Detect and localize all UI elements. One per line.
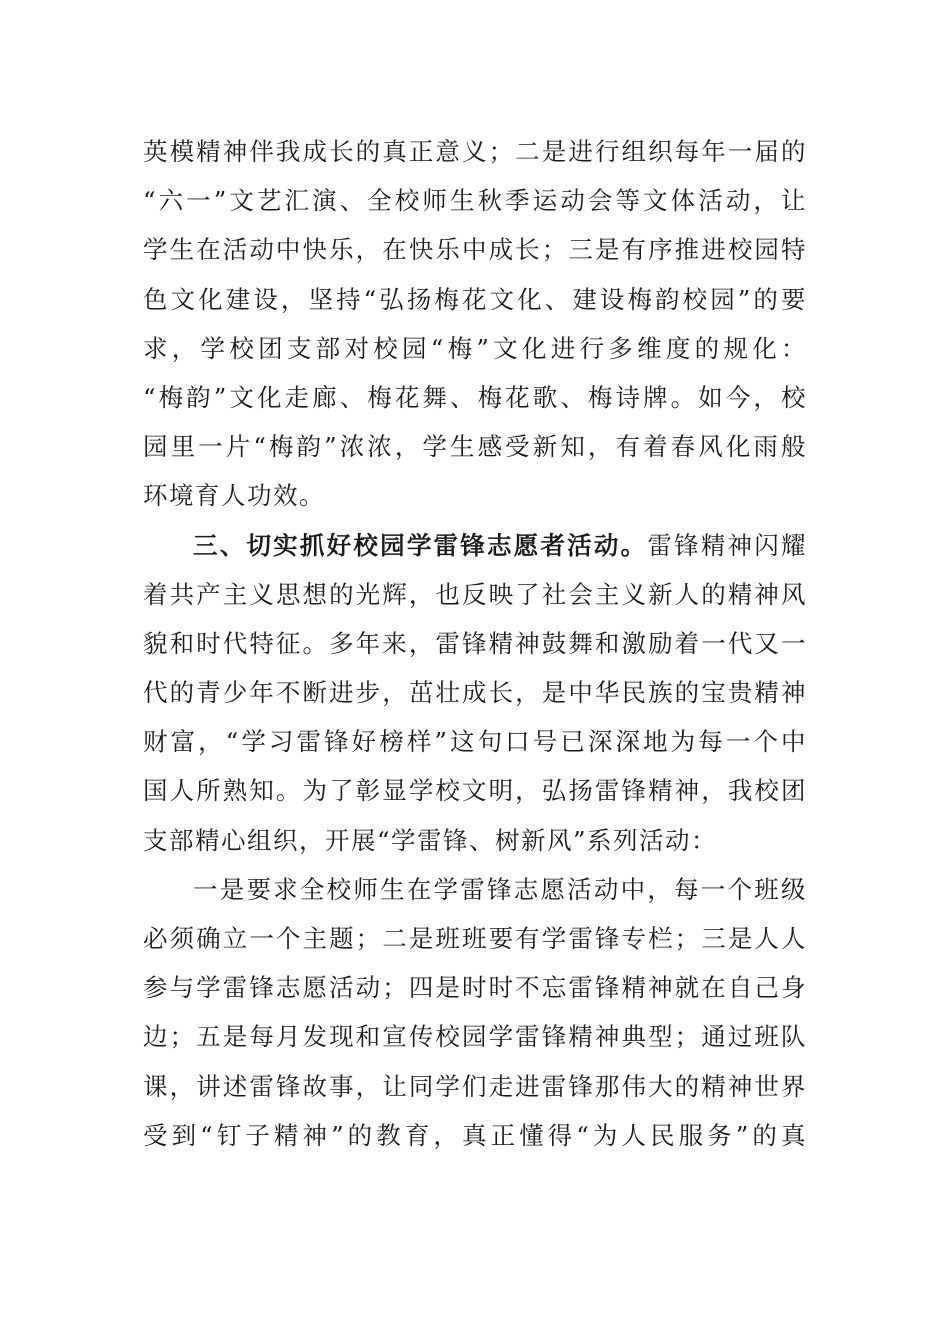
text-line: 着共产主义思想的光辉，也反映了社会主义新人的精神风 <box>143 579 807 609</box>
body-text <box>143 127 807 1160</box>
text-line: 边；五是每月发现和宣传校园学雷锋精神典型；通过班队 <box>143 1022 807 1052</box>
text-line: 园里一片“梅韵”浓浓，学生感受新知，有着春风化雨般 <box>143 432 807 462</box>
text-line: “六一”文艺汇演、全校师生秋季运动会等文体活动，让 <box>143 186 807 216</box>
text-line: 一是要求全校师生在学雷锋志愿活动中，每一个班级 <box>193 874 807 904</box>
text-line <box>143 521 807 570</box>
heading-continuation: 雷锋精神闪耀 <box>647 530 807 560</box>
paragraph-1 <box>143 127 807 521</box>
text-line: 财富，“学习雷锋好榜样”这句口号已深深地为每一个中 <box>143 727 807 757</box>
text-line: 国人所熟知。为了彰显学校文明，弘扬雷锋精神，我校团 <box>143 776 807 806</box>
text-line: 课，讲述雷锋故事，让同学们走进雷锋那伟大的精神世界 <box>143 1071 807 1101</box>
text-line: 必须确立一个主题；二是班班要有学雷锋专栏；三是人人 <box>143 924 807 953</box>
text-line: 学生在活动中快乐，在快乐中成长；三是有序推进校园特 <box>143 235 807 265</box>
text-line: 英模精神伴我成长的真正意义；二是进行组织每年一届的 <box>143 137 807 166</box>
paragraph-3 <box>143 865 807 1160</box>
text-line: “梅韵”文化走廊、梅花舞、梅花歌、梅诗牌。如今，校 <box>143 382 807 412</box>
text-line: 环境育人功效。 <box>143 481 325 511</box>
text-line: 色文化建设，坚持“弘扬梅花文化、建设梅韵校园”的要 <box>143 284 807 314</box>
text-line: 代的青少年不断进步，茁壮成长，是中华民族的宝贵精神 <box>143 678 807 708</box>
paragraph-2 <box>143 521 807 865</box>
text-line: 求，学校团支部对校园“梅”文化进行多维度的规化： <box>143 333 807 363</box>
text-line: 受到“钉子精神”的教育，真正懂得“为人民服务”的真 <box>143 1120 807 1150</box>
text-line: 支部精心组织，开展“学雷锋、树新风”系列活动： <box>143 825 718 855</box>
text-line: 貌和时代特征。多年来，雷锋精神鼓舞和激励着一代又一 <box>143 628 807 658</box>
section-heading: 三、切实抓好校园学雷锋志愿者活动。 <box>193 530 648 560</box>
text-line: 参与学雷锋志愿活动；四是时时不忘雷锋精神就在自己身 <box>143 973 807 1003</box>
